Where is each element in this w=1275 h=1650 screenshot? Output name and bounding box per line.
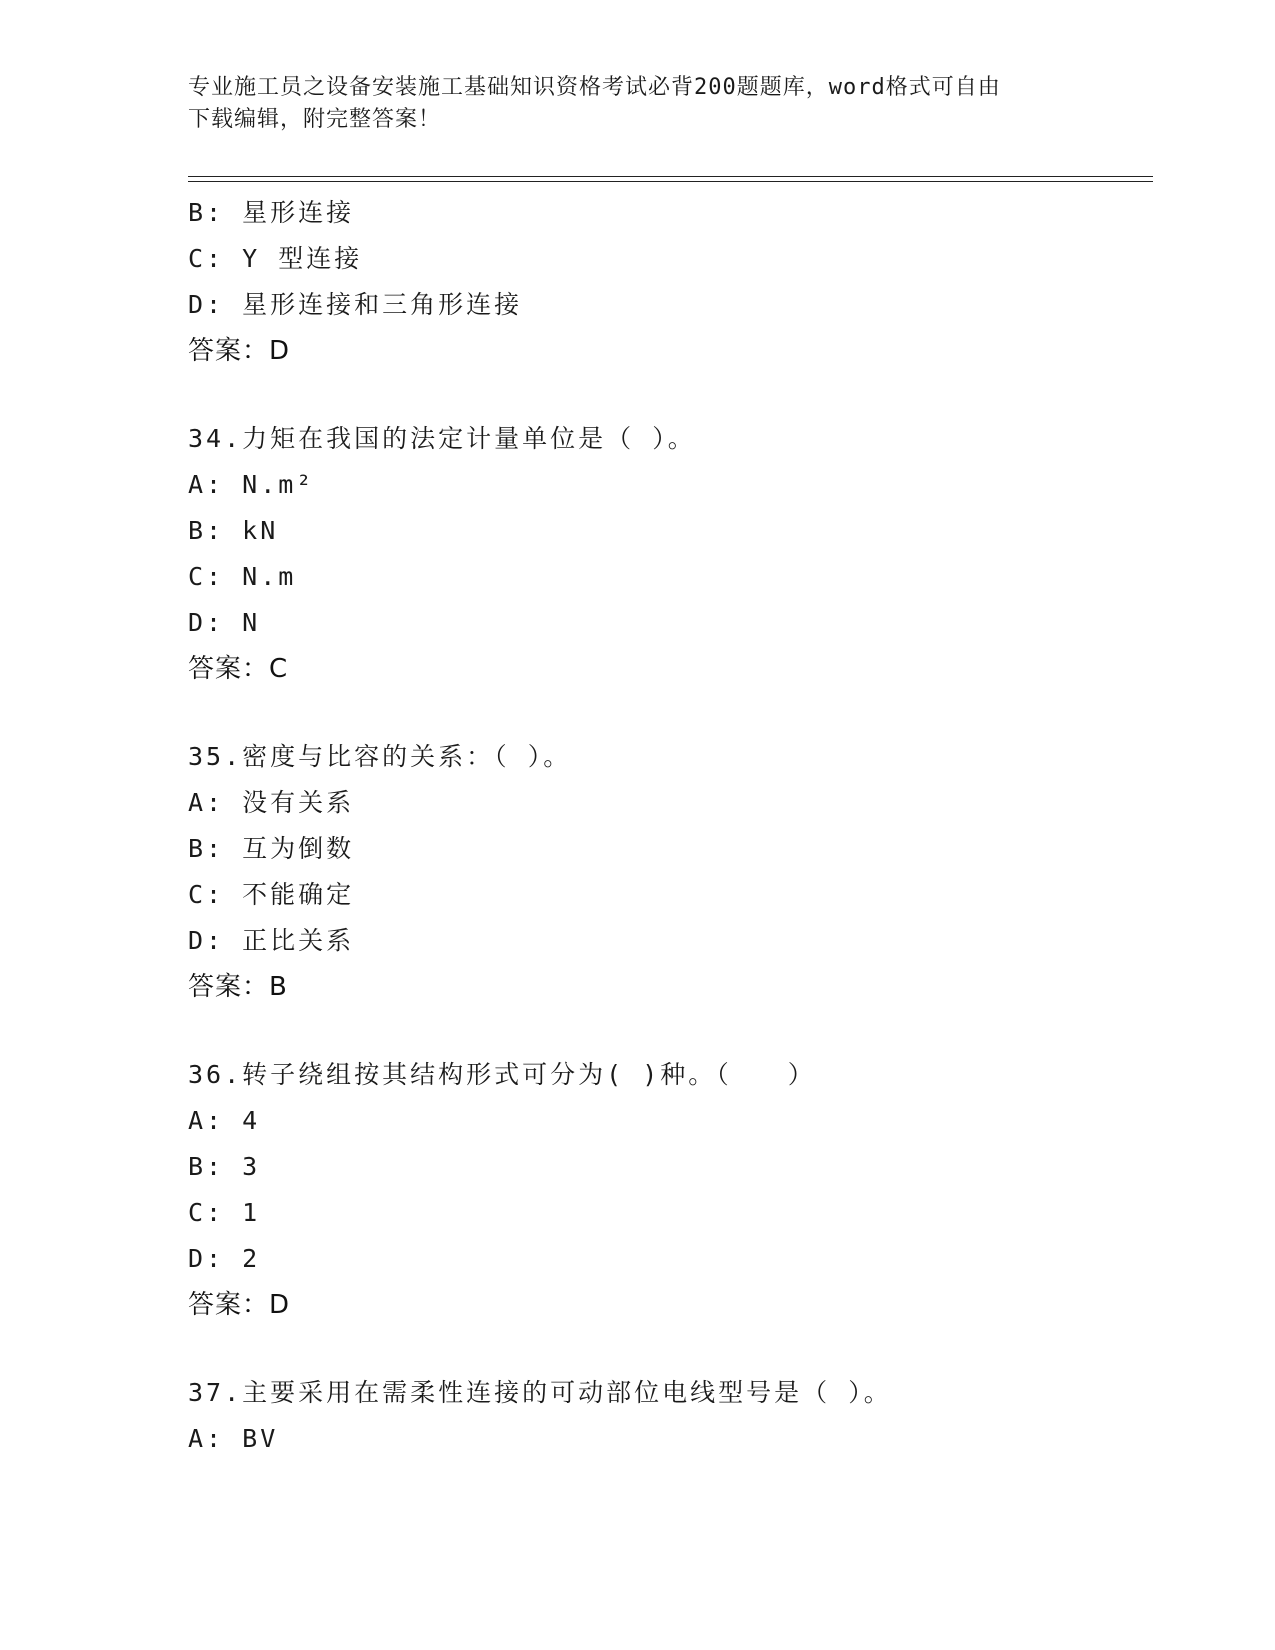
answer: 答案：B [188, 972, 288, 1002]
option-d: D: 正比关系 [188, 926, 355, 955]
header-divider-top [188, 176, 1153, 177]
document-header [188, 72, 1068, 136]
option-a: A: 没有关系 [188, 788, 355, 817]
option-b: B: 3 [188, 1152, 261, 1181]
question-35 [188, 734, 1153, 1010]
question-title: 36.转子绕组按其结构形式可分为( )种。（ ） [188, 1060, 816, 1089]
option-c: C: Y 型连接 [188, 244, 363, 273]
option-d: D: N [188, 608, 261, 637]
option-b: B: 星形连接 [188, 198, 355, 227]
option-a: A: N.m² [188, 470, 315, 499]
answer: 答案：D [188, 1290, 291, 1320]
option-c: C: N.m [188, 562, 297, 591]
question-37 [188, 1370, 1153, 1462]
header-line-1: 专业施工员之设备安装施工基础知识资格考试必背200题题库，word格式可自由 [188, 75, 1001, 100]
option-c: C: 不能确定 [188, 880, 355, 909]
question-33-continued [188, 190, 1153, 374]
option-b: B: 互为倒数 [188, 834, 355, 863]
question-title: 35.密度与比容的关系：（ ）。 [188, 742, 572, 771]
header-line-2: 下载编辑，附完整答案！ [188, 107, 442, 132]
question-36 [188, 1052, 1153, 1328]
option-b: B: kN [188, 516, 279, 545]
option-a: A: 4 [188, 1106, 261, 1135]
option-c: C: 1 [188, 1198, 261, 1227]
option-a: A: BV [188, 1424, 279, 1453]
answer: 答案：C [188, 654, 289, 684]
header-divider-bottom [188, 181, 1153, 182]
option-d: D: 2 [188, 1244, 261, 1273]
question-title: 37.主要采用在需柔性连接的可动部位电线型号是（ ）。 [188, 1378, 892, 1407]
question-title: 34.力矩在我国的法定计量单位是（ ）。 [188, 424, 696, 453]
question-list [188, 190, 1153, 1462]
answer: 答案：D [188, 336, 291, 366]
option-d: D: 星形连接和三角形连接 [188, 290, 523, 319]
question-34 [188, 416, 1153, 692]
